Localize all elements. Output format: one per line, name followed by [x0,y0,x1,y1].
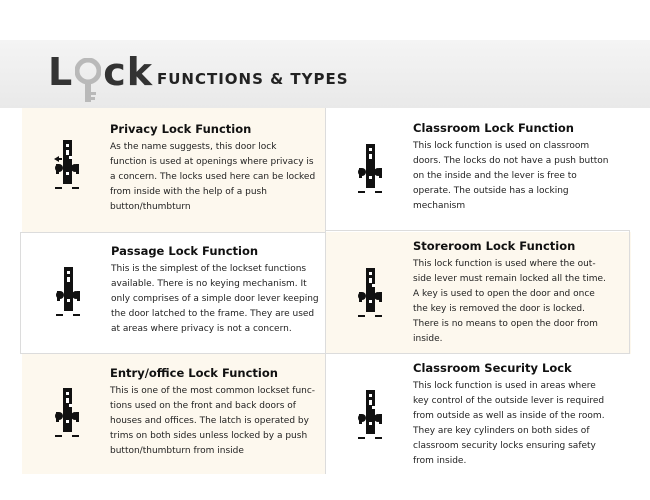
storeroom-lock-icon [355,266,385,327]
card-description: This lock function is used in areas where key control of the outside lever is required from outside as well as inside of the room. They are key cylinders on both sides of classroom security locks ensuring safety from inside. [413,381,605,467]
classroom-lock-icon [355,142,385,203]
entry-office-lock-icon [52,386,82,447]
logo-suffix: ck [103,50,154,94]
right-divider [629,230,630,354]
card-description: This is the simplest of the lockset functions available. There is no keying mechanism. It only comprises of a simple door lever keeping the door latched to the frame. They are used at areas where privacy is not a concern. [111,264,319,335]
passage-lock-icon [53,265,83,326]
entry-office-lock-card [22,354,325,474]
card-description: This is one of the most common lockset func-tions used on the front and back doors of houses and offices. The latch is operated by trims on both sides unless locked by a push button/thumbturn from inside [110,386,316,457]
card-description: As the name suggests, this door lock function is used at openings where privacy is a concern. The locks used here can be locked from inside with the help of a push button/thumbturn [110,142,316,213]
page-subtitle: FUNCTIONS & TYPES [157,70,349,88]
privacy-lock-icon [52,138,82,199]
storeroom-lock-card [325,232,631,354]
classroom-lock-card [325,108,630,232]
passage-lock-card [20,232,326,354]
card-title: Privacy Lock Function [110,122,252,136]
card-title: Passage Lock Function [111,244,259,258]
card-title: Classroom Security Lock [413,361,572,375]
logo-prefix: L [48,50,74,94]
card-description: This lock function is used on classroom doors. The locks do not have a push button on the inside and the lever is free to operate. The outside has a locking mechanism [413,141,609,212]
card-title: Entry/office Lock Function [110,366,278,380]
card-description: This lock function is used where the out-side lever must remain locked all the time. A key is used to open the door and once the key is removed the door is locked. There is no means to open the door from inside. [413,259,606,345]
logo [48,52,153,102]
classroom-security-lock-card [325,354,630,474]
row-divider [325,230,630,231]
privacy-lock-card [22,108,325,232]
card-title: Storeroom Lock Function [413,239,576,253]
classroom-security-lock-icon [355,388,385,449]
card-title: Classroom Lock Function [413,121,574,135]
row-divider [325,353,630,354]
keyhole-icon [75,52,101,92]
column-divider [325,108,326,474]
